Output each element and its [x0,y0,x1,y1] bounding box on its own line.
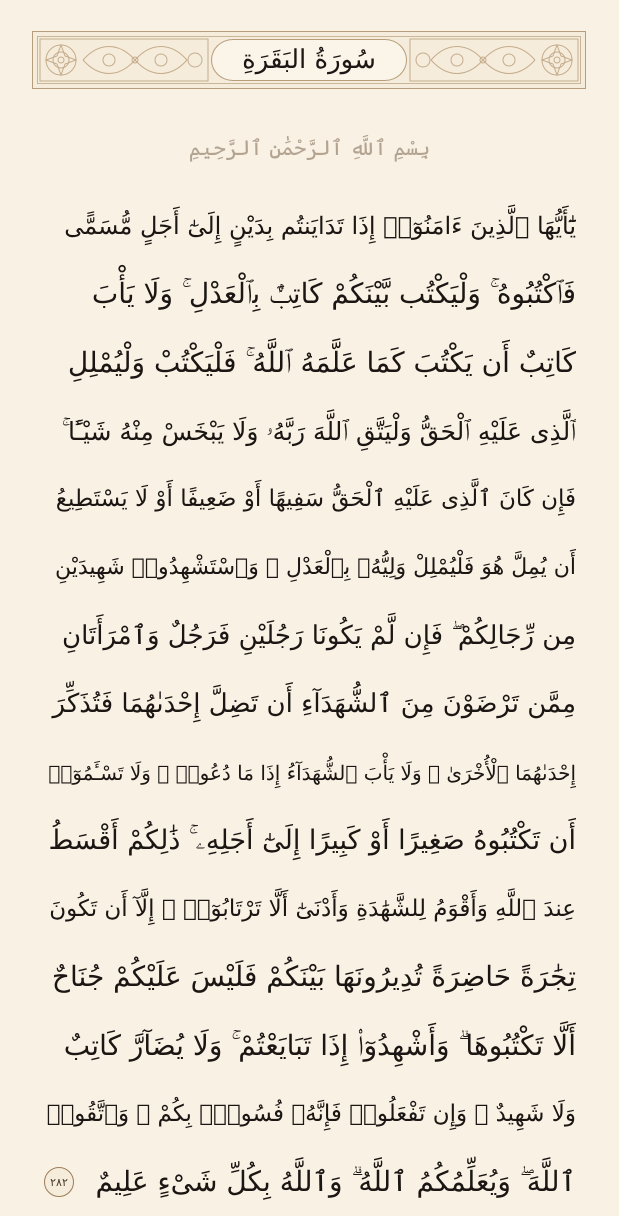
verse-lines [44,192,576,1216]
verse-line-text: عِندَ ٱللَّهِ وَأَقْوَمُ لِلشَّهَٰدَةِ وَأَدْنَىٰٓ أَلَّا تَرْتَابُوٓا۟ ۖ إِلَّآ أَن تَكُونَ [49,895,576,922]
verse-line [44,1012,576,1080]
verse-line [44,670,576,738]
verse-line [44,465,576,533]
verse-line-text: فَٱكْتُبُوهُ ۚ وَلْيَكْتُب بَّيْنَكُمْ كَاتِبٌۢ بِٱلْعَدْلِ ۚ وَلَا يَأْبَ [91,277,576,311]
verse-line [44,397,576,465]
verse-line [44,329,576,397]
verse-line-text: فَإِن كَانَ ٱلَّذِى عَلَيْهِ ٱلْحَقُّ سَفِيهًا أَوْ ضَعِيفًا أَوْ لَا يَسْتَطِيعُ [55,485,576,512]
verse-line [44,192,576,260]
verse-line [44,943,576,1011]
verse-line [44,533,576,601]
verse-line [44,1148,576,1216]
verse-line-text: ٱلَّذِى عَلَيْهِ ٱلْحَقُّ وَلْيَتَّقِ ٱللَّهَ رَبَّهُۥ وَلَا يَبْخَسْ مِنْهُ شَيْـًٔا ۚ [61,416,576,446]
verse-line [44,807,576,875]
verse-line-text: يَٰٓأَيُّهَا ٱلَّذِينَ ءَامَنُوٓا۟ إِذَا تَدَايَنتُم بِدَيْنٍ إِلَىٰٓ أَجَلٍ مُّسَمًّى [64,212,576,241]
ayah-number-marker: ٢٨٢ [44,1167,74,1197]
verse-line-text: مِمَّن تَرْضَوْنَ مِنَ ٱلشُّهَدَآءِ أَن تَضِلَّ إِحْدَىٰهُمَا فَتُذَكِّرَ [52,689,576,720]
verse-line-text: مِن رِّجَالِكُمْ ۖ فَإِن لَّمْ يَكُونَا رَجُلَيْنِ فَرَجُلٌ وَٱمْرَأَتَانِ [61,620,576,651]
verse-line-text: أَلَّا تَكْتُبُوهَا ۗ وَأَشْهِدُوٓا۟ إِذَا تَبَايَعْتُمْ ۚ وَلَا يُضَآرَّ كَاتِبٌ [63,1028,576,1062]
verse-line-text: ٱللَّهَ ۖ وَيُعَلِّمُكُمُ ٱللَّهُ ۗ وَٱللَّهُ بِكُلِّ شَىْءٍ عَلِيمٌ [95,1165,576,1199]
surah-header-frame [32,31,586,89]
floral-ornament-icon [39,38,209,82]
verse-line-text: وَلَا شَهِيدٌ ۚ وَإِن تَفْعَلُوا۟ فَإِنَّهُۥ فُسُوقٌۢ بِكُمْ ۗ وَٱتَّقُوا۟ [46,1100,576,1127]
verse-line [44,1080,576,1148]
floral-ornament-icon [409,38,579,82]
verse-line-text: أَن يُمِلَّ هُوَ فَلْيُمْلِلْ وَلِيُّهُۥ بِٱلْعَدْلِ ۚ وَٱسْتَشْهِدُوا۟ شَهِيدَيْنِ [55,554,576,580]
verse-line [44,738,576,806]
verse-line-text: كَاتِبٌ أَن يَكْتُبَ كَمَا عَلَّمَهُ ٱللَّهُ ۚ فَلْيَكْتُبْ وَلْيُمْلِلِ [67,345,576,379]
basmala: بِسْمِ ٱللَّهِ ٱلرَّحْمَٰنِ ٱلرَّحِيمِ [188,136,431,160]
verse-line [44,875,576,943]
verse-line-text: إِحْدَىٰهُمَا ٱلْأُخْرَىٰ ۚ وَلَا يَأْبَ ٱلشُّهَدَآءُ إِذَا مَا دُعُوا۟ ۚ وَلَا تَسْـَٔمُوٓا۟ [48,760,576,785]
verse-line [44,602,576,670]
surah-title-cartouche [211,39,407,81]
surah-title: سُورَةُ البَقَرَةِ [242,45,376,75]
verse-line-text: أَن تَكْتُبُوهُ صَغِيرًا أَوْ كَبِيرًا إِلَىٰٓ أَجَلِهِۦ ۚ ذَٰلِكُمْ أَقْسَطُ [48,825,576,857]
verse-line [44,260,576,328]
verse-line-text: تِجَٰرَةً حَاضِرَةً تُدِيرُونَهَا بَيْنَكُمْ فَلَيْسَ عَلَيْكُمْ جُنَاحٌ [51,960,576,994]
